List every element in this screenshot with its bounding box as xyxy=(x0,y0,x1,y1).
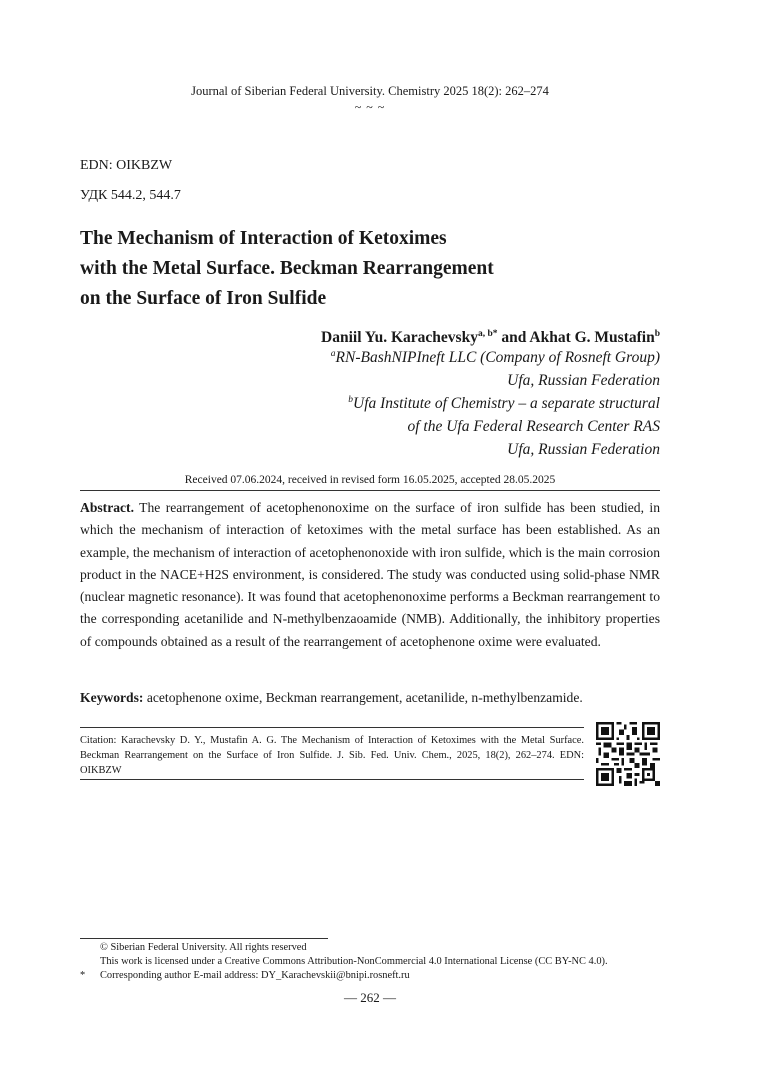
footnote-star: * xyxy=(80,970,86,981)
paper-title xyxy=(80,224,680,314)
header-ornament: ~ ~ ~ xyxy=(354,100,386,114)
affiliation-line: Ufa Institute of Chemistry – a separate structural xyxy=(353,395,660,412)
title-line: The Mechanism of Interaction of Ketoximes xyxy=(80,228,447,249)
affiliation-line: of the Ufa Federal Research Center RAS xyxy=(407,418,660,435)
author-name: Akhat G. Mustafin xyxy=(529,329,655,346)
abstract xyxy=(80,497,660,653)
edn-code: EDN: OIKBZW xyxy=(80,158,173,173)
journal-header: Journal of Siberian Federal University. Chemistry 2025 18(2): 262–274 xyxy=(191,84,549,98)
license-note: This work is licensed under a Creative Commons Attribution-NonCommercial 4.0 International License (CC BY-NC 4.0). xyxy=(100,956,608,967)
author-list xyxy=(321,329,660,347)
author-name: Daniil Yu. Karachevsky xyxy=(321,329,478,346)
divider xyxy=(80,490,660,491)
author-conjunction: and xyxy=(497,329,530,346)
abstract-label: Abstract. xyxy=(80,500,134,515)
keywords xyxy=(80,688,660,708)
affiliation-mark: b xyxy=(348,395,354,405)
author-affiliation-mark: a, b* xyxy=(477,329,498,339)
keywords-text: acetophenone oxime, Beckman rearrangement, acetanilide, n-methylbenzamide. xyxy=(143,690,583,705)
affiliation-line: Ufa, Russian Federation xyxy=(507,441,660,458)
qr-code-icon[interactable] xyxy=(596,722,660,786)
udk-code: УДК 544.2, 544.7 xyxy=(80,188,181,203)
affiliation-a xyxy=(100,346,660,461)
received-dates: Received 07.06.2024, received in revised form 16.05.2025, accepted 28.05.2025 xyxy=(184,474,556,486)
affiliation-mark: a xyxy=(330,349,336,359)
affiliation-line: RN-BashNIPIneft LLC (Company of Rosneft Group) xyxy=(335,349,660,366)
citation: Citation: Karachevsky D. Y., Mustafin A. G. The Mechanism of Interaction of Ketoximes with the Metal Surface. Beckman Rearrangement on the Surface of Iron Sulfide. J. Sib. Fed. Univ. Chem., 2025, 18(2), 262–274. EDN: OIKBZW xyxy=(80,735,584,776)
abstract-text: The rearrangement of acetophenonoxime on the surface of iron sulfide has been studied, in which the mechanism of interaction of ketoximes with the metal surface has been established. As an example, the mechanism of interaction of acetophenonoxide with iron sulfide, which is the main corrosion product in the NACE+H2S environment, is considered. The study was conducted using solid-phase NMR (nuclear magnetic resonance). It was found that acetophenonoxime performs a Beckman rearrangement to the corresponding acetanilide and N-methylbenzaoamide (NMB). Additionally, the inhibitory properties of compounds obtained as a result of the rearrangement of acetophenone oxime were evaluated. xyxy=(80,500,660,649)
footnote-rule xyxy=(80,938,328,939)
citation-top-rule xyxy=(80,727,584,728)
copyright-note: © Siberian Federal University. All rights reserved xyxy=(100,942,307,953)
title-line: on the Surface of Iron Sulfide xyxy=(80,288,327,309)
affiliation-line: Ufa, Russian Federation xyxy=(507,372,660,389)
page-number: ― 262 ― xyxy=(344,990,396,1005)
title-line: with the Metal Surface. Beckman Rearrangement xyxy=(80,258,494,279)
citation-bottom-rule xyxy=(80,779,584,780)
keywords-label: Keywords: xyxy=(80,690,144,705)
corresponding-author-note: Corresponding author E-mail address: DY_Karachevskii@bnipi.rosneft.ru xyxy=(100,970,410,981)
author-affiliation-mark: b xyxy=(654,329,660,339)
